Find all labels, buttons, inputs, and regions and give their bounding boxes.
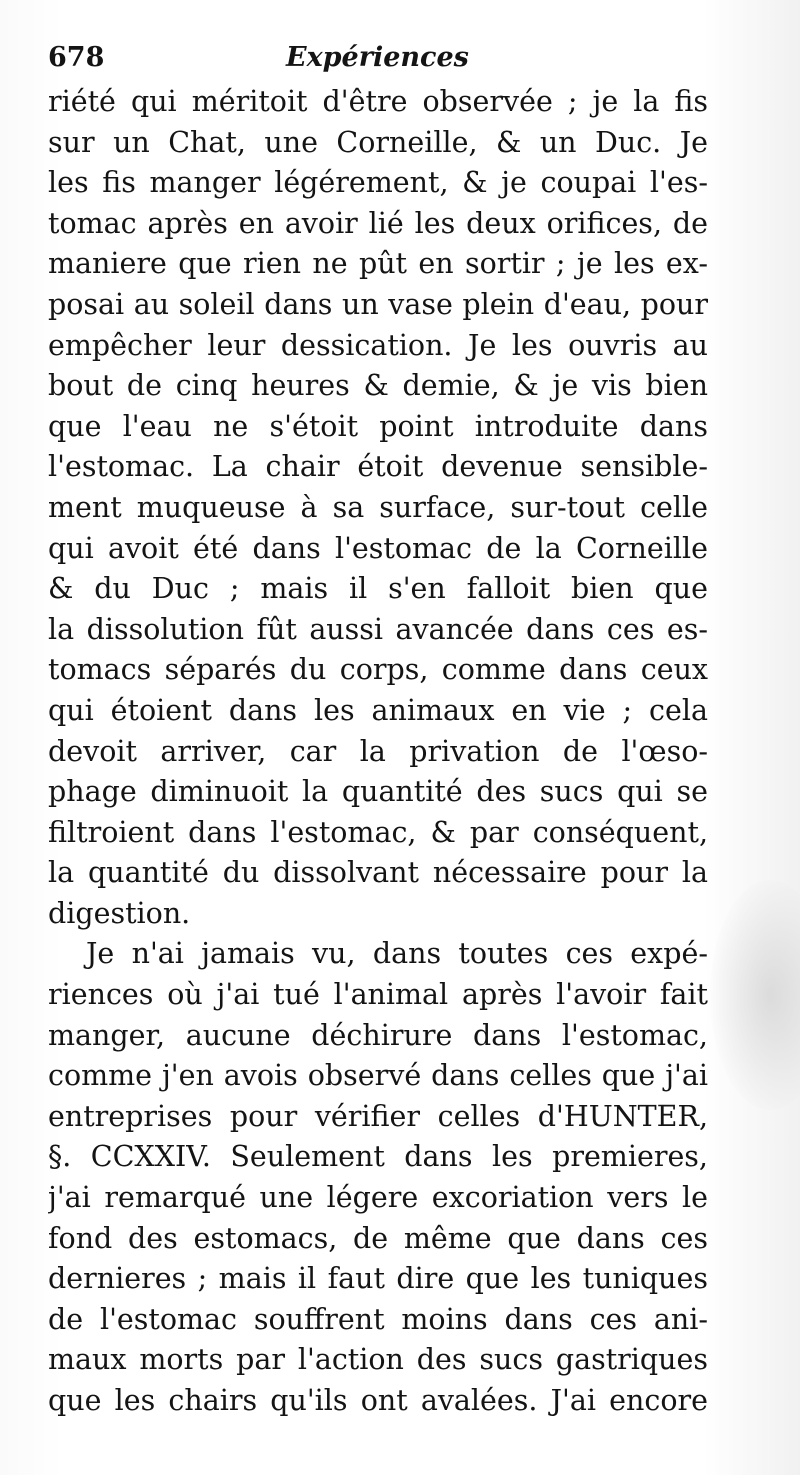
text-line: manger, aucune déchirure dans l'estomac,: [48, 1018, 708, 1052]
text-line: maux morts par l'action des sucs gastriques: [48, 1343, 708, 1377]
paragraph-2: [48, 934, 708, 1421]
text-line: dernieres ; mais il faut dire que les tuniques: [48, 1262, 708, 1296]
text-line: riences où j'ai tué l'animal après l'avoir fait: [48, 978, 708, 1012]
text-line: filtroient dans l'estomac, & par conséquent,: [48, 815, 708, 849]
text-line: Je n'ai jamais vu, dans toutes ces expé-: [86, 937, 708, 971]
running-head: Expériences: [286, 42, 469, 73]
text-line: & du Duc ; mais il s'en falloit bien que: [48, 572, 708, 606]
text-line: maniere que rien ne pût en sortir ; je les ex-: [48, 247, 708, 281]
text-line: ment muqueuse à sa surface, sur-tout celle: [48, 490, 708, 524]
text-line: riété qui méritoit d'être observée ; je la fis: [48, 85, 708, 118]
text-line: que l'eau ne s'étoit point introduite dans: [48, 409, 708, 443]
text-line: tomacs séparés du corps, comme dans ceux: [48, 653, 708, 687]
page-header: [48, 42, 708, 82]
body-text: [48, 82, 708, 1422]
text-line: fond des estomacs, de même que dans ces: [48, 1221, 708, 1255]
text-line: qui avoit été dans l'estomac de la Corneille: [48, 531, 708, 565]
text-line: §. CCXXIV. Seulement dans les premieres,: [48, 1140, 708, 1174]
text-line: les fis manger légérement, & je coupai l'es-: [48, 166, 708, 200]
text-line: j'ai remarqué une légere excoriation vers le: [48, 1181, 708, 1215]
text-line: empêcher leur dessication. Je les ouvris au: [48, 328, 708, 362]
text-line: phage diminuoit la quantité des sucs qui se: [48, 775, 708, 809]
text-line: entreprises pour vérifier celles d'HUNTER,: [48, 1099, 708, 1133]
page-stain: [710, 880, 800, 1110]
text-line: posai au soleil dans un vase plein d'eau, pour: [48, 287, 708, 321]
paragraph-1: [48, 82, 708, 934]
text-line: la quantité du dissolvant nécessaire pour la: [48, 856, 708, 890]
text-line: de l'estomac souffrent moins dans ces ani-: [48, 1302, 708, 1336]
text-line: devoit arriver, car la privation de l'œso-: [48, 734, 708, 768]
text-line: que les chairs qu'ils ont avalées. J'ai encore: [48, 1384, 708, 1417]
page-number: 678: [48, 42, 105, 73]
text-line: sur un Chat, une Corneille, & un Duc. Je: [48, 125, 708, 159]
text-line: bout de cinq heures & demie, & je vis bien: [48, 369, 708, 403]
text-line: tomac après en avoir lié les deux orifices, de: [48, 206, 708, 240]
text-line: comme j'en avois observé dans celles que j'ai: [48, 1059, 708, 1093]
text-line: qui étoient dans les animaux en vie ; cela: [48, 693, 708, 727]
text-line: digestion.: [48, 896, 191, 930]
text-line: l'estomac. La chair étoit devenue sensible-: [48, 450, 708, 484]
text-line: la dissolution fût aussi avancée dans ces es-: [48, 612, 708, 646]
